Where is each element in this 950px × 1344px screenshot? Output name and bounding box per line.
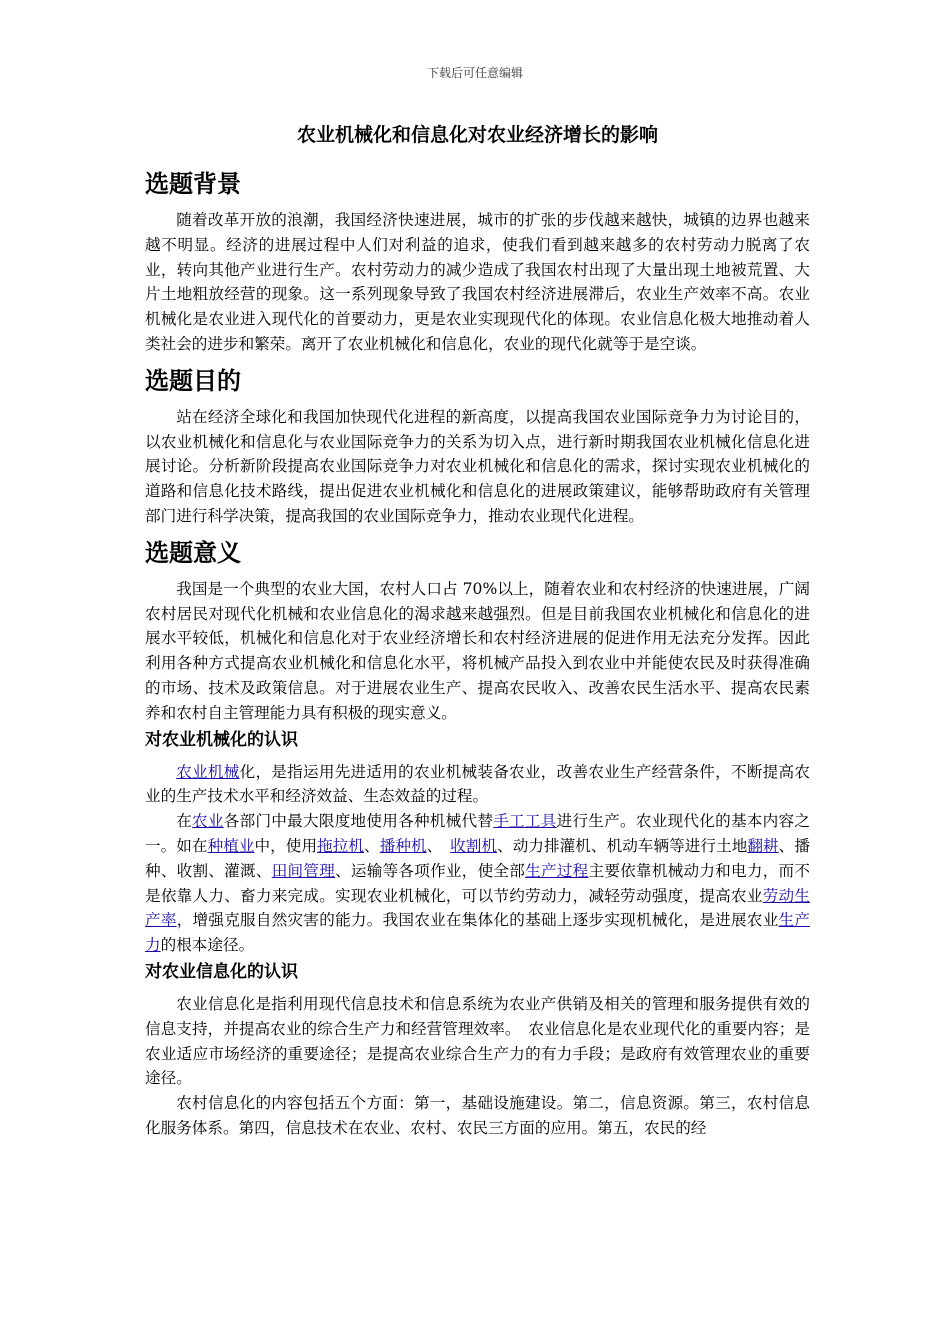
link-seeder[interactable]: 播种机 (379, 836, 427, 855)
section-mechanization (145, 728, 810, 958)
paragraph-informatization-content: 农村信息化的内容包括五个方面：第一，基础设施建设。第二，信息资源。第三，农村信息化服务体系。第四，信息技术在农业、农村、农民三方面的应用。第五，农民的经 (145, 1094, 810, 1137)
section-background (145, 166, 810, 357)
link-field-management[interactable]: 田间管理 (271, 861, 336, 880)
text-span: 、播种、收割、灌溉、 (145, 836, 810, 880)
section-significance (145, 535, 810, 726)
text-span: 进行生产。农业现代化的基本内容之一。如在 (145, 812, 810, 855)
subsection-heading-informatization: 对农业信息化的认识 (145, 961, 298, 982)
link-tractor[interactable]: 拖拉机 (317, 836, 365, 855)
text-span: 在 (176, 812, 193, 831)
text-span: 、动力排灌机、机动车辆等进行土地 (497, 836, 748, 855)
link-agriculture[interactable]: 农业 (192, 812, 224, 831)
paragraph-informatization-definition: 农业信息化是指利用现代信息技术和信息系统为农业产供销及相关的管理和服务提供有效的信息支持，并提高农业的综合生产力和经营管理效率。 农业信息化是农业现代化的重要内容；是农业适应市场经济的重要途径；是提高农业综合生产力的有力手段；是政府有效管理农业的重要途径。 (145, 994, 810, 1088)
document-title: 农业机械化和信息化对农业经济增长的影响 (296, 124, 658, 146)
section-purpose (145, 363, 810, 529)
text-span: ，增强克服自然灾害的能力。我国农业在集体化的基础上逐步实现机械化，是进展农业 (176, 911, 779, 930)
text-span: 各部门中最大限度地使用各种机械代替 (223, 812, 494, 831)
section-informatization (145, 960, 810, 1141)
paragraph-background: 随着改革开放的浪潮，我国经济快速进展，城市的扩张的步伐越来越快，城镇的边界也越来越不明显。经济的进展过程中人们对利益的追求，使我们看到越来越多的农村劳动力脱离了农业，转向其他产业进行生产。农村劳动力的减少造成了我国农村出现了大量出现土地被荒置、大片土地粗放经营的现象。这一系列现象导致了我国农村经济进展滞后，农业生产效率不高。农业机械化是农业进入现代化的首要动力，更是农业实现现代化的体现。农业信息化极大地推动着人类社会的进步和繁荣。离开了农业机械化和信息化，农业的现代化就等于是空谈。 (145, 211, 810, 353)
document-body (145, 120, 810, 1141)
link-productive-forces[interactable]: 生产力 (145, 911, 810, 955)
paragraph-mechanization-detail (145, 809, 810, 958)
text-span: 的根本途径。 (160, 936, 255, 955)
link-agricultural-machinery[interactable]: 农业机械 (176, 762, 240, 781)
text-span: 主要依靠机械动力和电力，而不是依靠人力、畜力来完成。实现农业机械化，可以节约劳动力，减轻劳动强度，提高农业 (145, 861, 810, 905)
text-span: 、运输等各项作业，使全部 (335, 861, 526, 880)
page-header-note: 下载后可任意编辑 (426, 66, 523, 80)
link-crop-farming[interactable]: 种植业 (207, 836, 255, 855)
link-harvester[interactable]: 收割机 (450, 836, 498, 855)
section-heading-purpose: 选题目的 (145, 366, 241, 395)
text-span: 、 (426, 836, 451, 855)
link-production-process[interactable]: 生产过程 (525, 861, 589, 880)
section-heading-background: 选题背景 (145, 170, 241, 198)
paragraph-purpose: 站在经济全球化和我国加快现代化进程的新高度，以提高我国农业国际竞争力为讨论目的，以农业机械化和信息化与农业国际竞争力的关系为切入点，进行新时期我国农业机械化信息化进展讨论。分析新阶段提高农业国际竞争力对农业机械化和信息化的需求，探讨实现农业机械化的道路和信息化技术路线，提出促进农业机械化和信息化的进展政策建议，能够帮助政府有关管理部门进行科学决策，提高我国的农业国际竞争力，推动农业现代化进程。 (145, 407, 810, 525)
link-hand-tools[interactable]: 手工工具 (493, 812, 557, 831)
text-span: 中，使用 (254, 836, 318, 855)
text-span: 化，是指运用先进适用的农业机械装备农业，改善农业生产经营条件，不断提高农业的生产技术水平和经济效益、生态效益的过程。 (145, 762, 810, 806)
link-labor-productivity[interactable]: 劳动生产率 (145, 886, 810, 930)
subsection-heading-mechanization: 对农业机械化的认识 (145, 729, 298, 750)
section-heading-significance: 选题意义 (145, 538, 241, 567)
text-span: 、 (364, 836, 380, 855)
link-ploughing[interactable]: 翻耕 (747, 836, 779, 855)
paragraph-mechanization-definition (145, 760, 810, 810)
paragraph-significance: 我国是一个典型的农业大国，农村人口占 70%以上，随着农业和农村经济的快速进展，广阔农村居民对现代化机械和农业信息化的渴求越来越强烈。但是目前我国农业机械化和信息化的进展水平较低，机械化和信息化对于农业经济增长和农村经济进展的促进作用无法充分发挥。因此利用各种方式提高农业机械化和信息化水平，将机械产品投入到农业中并能使农民及时获得准确的市场、技术及政策信息。对于进展农业生产、提高农民收入、改善农民生活水平、提高农民素养和农村自主管理能力具有积极的现实意义。 (145, 579, 810, 722)
